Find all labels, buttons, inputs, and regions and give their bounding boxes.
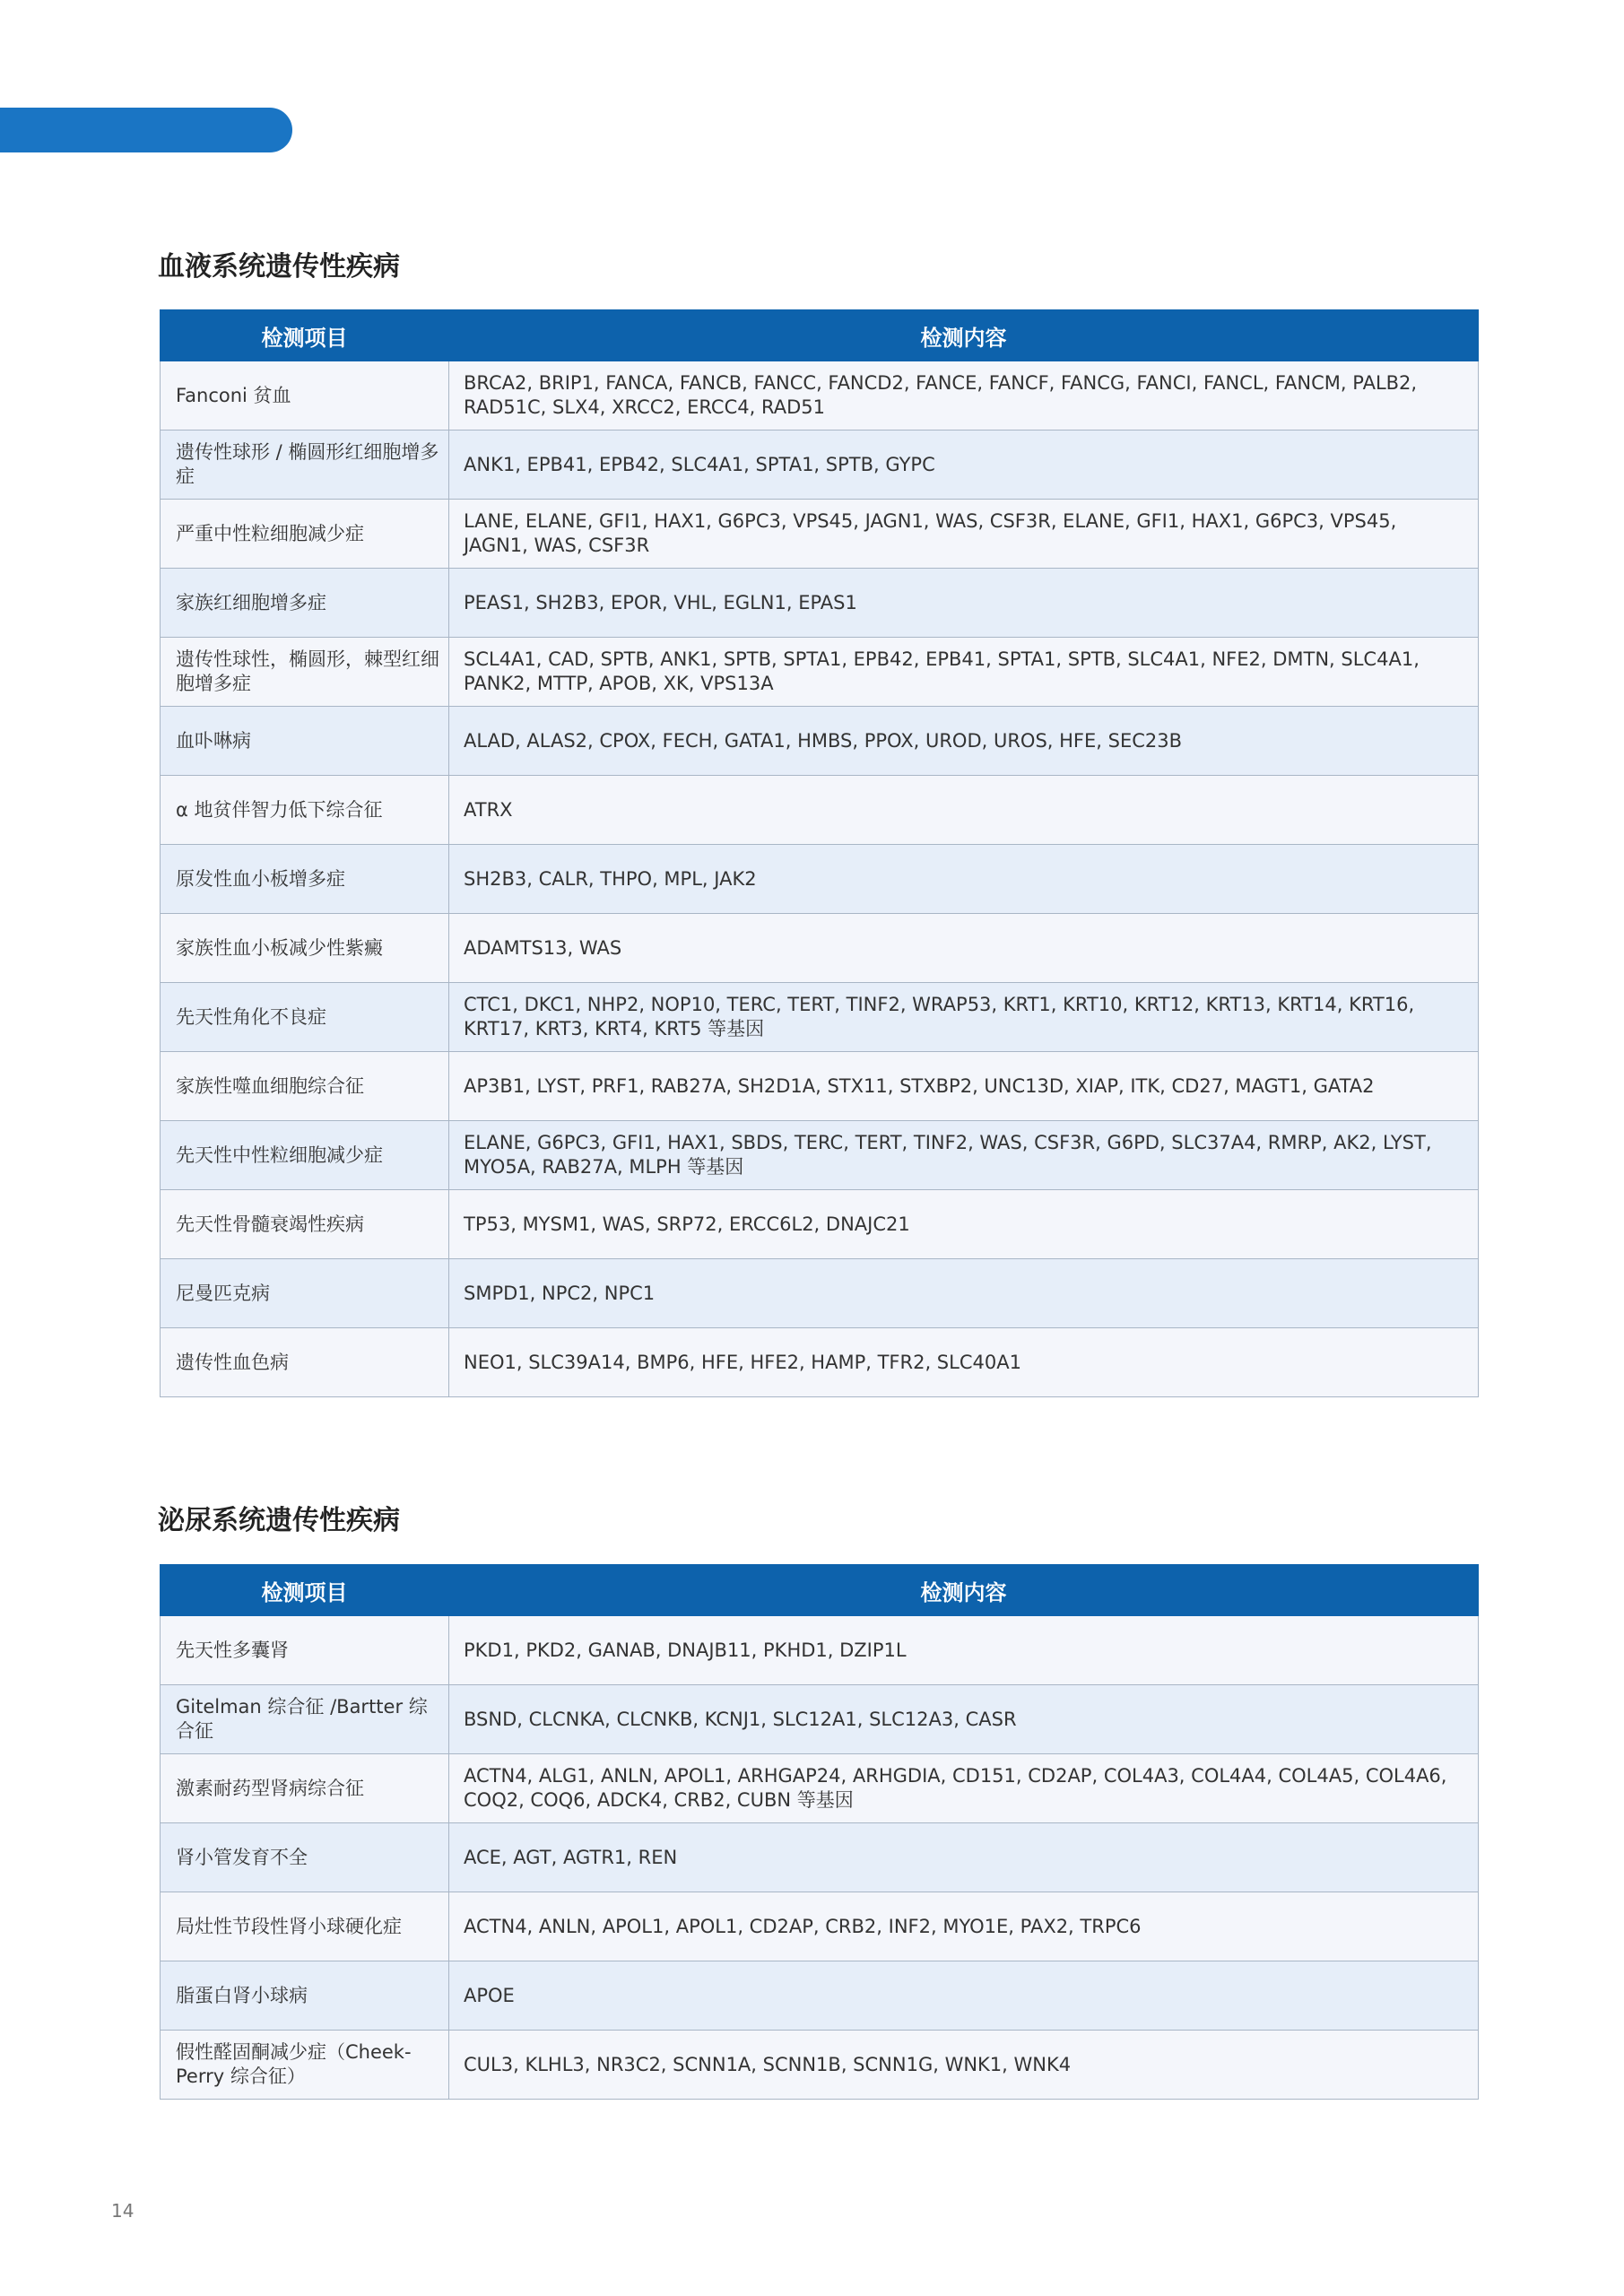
table-row xyxy=(161,1259,1479,1328)
cell-test-content: ATRX xyxy=(449,776,1479,845)
cell-test-content: ACE, AGT, AGTR1, REN xyxy=(449,1823,1479,1892)
table-row xyxy=(161,1823,1479,1892)
cell-test-item: 家族红细胞增多症 xyxy=(161,569,449,638)
cell-test-content: TP53, MYSM1, WAS, SRP72, ERCC6L2, DNAJC21 xyxy=(449,1190,1479,1259)
table-header-row xyxy=(161,1565,1479,1616)
table-row xyxy=(161,569,1479,638)
cell-test-item: 肾小管发育不全 xyxy=(161,1823,449,1892)
cell-test-item: Gitelman 综合征 /Bartter 综合征 xyxy=(161,1685,449,1754)
cell-test-item: 假性醛固酮减少症（Cheek-Perry 综合征） xyxy=(161,2031,449,2100)
table-row xyxy=(161,776,1479,845)
header-test-item: 检测项目 xyxy=(161,1565,449,1616)
cell-test-content: ELANE, G6PC3, GFI1, HAX1, SBDS, TERC, TERT, TINF2, WAS, CSF3R, G6PD, SLC37A4, RMRP, AK2, LYST, MYO5A, RAB27A, MLPH 等基因 xyxy=(449,1121,1479,1190)
cell-test-content: PEAS1, SH2B3, EPOR, VHL, EGLN1, EPAS1 xyxy=(449,569,1479,638)
cell-test-content: ADAMTS13, WAS xyxy=(449,914,1479,983)
table-row xyxy=(161,1892,1479,1961)
table-row xyxy=(161,638,1479,707)
cell-test-content: LANE, ELANE, GFI1, HAX1, G6PC3, VPS45, JAGN1, WAS, CSF3R, ELANE, GFI1, HAX1, G6PC3, VPS45, JAGN1, WAS, CSF3R xyxy=(449,500,1479,569)
table-row xyxy=(161,361,1479,430)
section-title-hematologic: 血液系统遗传性疾病 xyxy=(158,251,400,283)
cell-test-item: 脂蛋白肾小球病 xyxy=(161,1961,449,2031)
cell-test-item: 遗传性血色病 xyxy=(161,1328,449,1397)
cell-test-item: Fanconi 贫血 xyxy=(161,361,449,430)
section-title-urinary: 泌尿系统遗传性疾病 xyxy=(158,1505,400,1536)
table-row xyxy=(161,1190,1479,1259)
cell-test-content: ACTN4, ALG1, ANLN, APOL1, ARHGAP24, ARHGDIA, CD151, CD2AP, COL4A3, COL4A4, COL4A5, COL4A6, COQ2, COQ6, ADCK4, CRB2, CUBN 等基因 xyxy=(449,1754,1479,1823)
cell-test-content: APOE xyxy=(449,1961,1479,2031)
table-row xyxy=(161,1961,1479,2031)
cell-test-item: 遗传性球性，椭圆形，棘型红细胞增多症 xyxy=(161,638,449,707)
cell-test-content: BRCA2, BRIP1, FANCA, FANCB, FANCC, FANCD2, FANCE, FANCF, FANCG, FANCI, FANCL, FANCM, PALB2, RAD51C, SLX4, XRCC2, ERCC4, RAD51 xyxy=(449,361,1479,430)
cell-test-item: 先天性中性粒细胞减少症 xyxy=(161,1121,449,1190)
cell-test-content: SH2B3, CALR, THPO, MPL, JAK2 xyxy=(449,845,1479,914)
cell-test-content: ACTN4, ANLN, APOL1, APOL1, CD2AP, CRB2, INF2, MYO1E, PAX2, TRPC6 xyxy=(449,1892,1479,1961)
table-urinary xyxy=(160,1564,1478,2100)
table-row xyxy=(161,1328,1479,1397)
top-accent-bar xyxy=(0,108,292,152)
table-row xyxy=(161,983,1479,1052)
cell-test-item: 尼曼匹克病 xyxy=(161,1259,449,1328)
table-hematologic xyxy=(160,309,1478,1397)
cell-test-content: ALAD, ALAS2, CPOX, FECH, GATA1, HMBS, PPOX, UROD, UROS, HFE, SEC23B xyxy=(449,707,1479,776)
header-test-content: 检测内容 xyxy=(449,310,1479,361)
cell-test-content: PKD1, PKD2, GANAB, DNAJB11, PKHD1, DZIP1L xyxy=(449,1616,1479,1685)
cell-test-content: SCL4A1, CAD, SPTB, ANK1, SPTB, SPTA1, EPB42, EPB41, SPTA1, SPTB, SLC4A1, NFE2, DMTN, SLC4A1, PANK2, MTTP, APOB, XK, VPS13A xyxy=(449,638,1479,707)
cell-test-content: CTC1, DKC1, NHP2, NOP10, TERC, TERT, TINF2, WRAP53, KRT1, KRT10, KRT12, KRT13, KRT14, KRT16, KRT17, KRT3, KRT4, KRT5 等基因 xyxy=(449,983,1479,1052)
cell-test-content: BSND, CLCNKA, CLCNKB, KCNJ1, SLC12A1, SLC12A3, CASR xyxy=(449,1685,1479,1754)
table-row xyxy=(161,430,1479,500)
cell-test-item: 原发性血小板增多症 xyxy=(161,845,449,914)
cell-test-item: 激素耐药型肾病综合征 xyxy=(161,1754,449,1823)
cell-test-content: AP3B1, LYST, PRF1, RAB27A, SH2D1A, STX11, STXBP2, UNC13D, XIAP, ITK, CD27, MAGT1, GATA2 xyxy=(449,1052,1479,1121)
table-body xyxy=(161,361,1479,1397)
cell-test-item: 先天性角化不良症 xyxy=(161,983,449,1052)
table-row xyxy=(161,1685,1479,1754)
table-row xyxy=(161,2031,1479,2100)
cell-test-item: α 地贫伴智力低下综合征 xyxy=(161,776,449,845)
cell-test-item: 遗传性球形 / 椭圆形红细胞增多症 xyxy=(161,430,449,500)
header-test-content: 检测内容 xyxy=(449,1565,1479,1616)
cell-test-item: 家族性血小板减少性紫癜 xyxy=(161,914,449,983)
cell-test-content: CUL3, KLHL3, NR3C2, SCNN1A, SCNN1B, SCNN1G, WNK1, WNK4 xyxy=(449,2031,1479,2100)
cell-test-content: SMPD1, NPC2, NPC1 xyxy=(449,1259,1479,1328)
page-number: 14 xyxy=(111,2200,135,2222)
table-row xyxy=(161,707,1479,776)
table-row xyxy=(161,1121,1479,1190)
table-row xyxy=(161,1754,1479,1823)
header-test-item: 检测项目 xyxy=(161,310,449,361)
cell-test-item: 先天性多囊肾 xyxy=(161,1616,449,1685)
cell-test-item: 严重中性粒细胞减少症 xyxy=(161,500,449,569)
cell-test-content: ANK1, EPB41, EPB42, SLC4A1, SPTA1, SPTB, GYPC xyxy=(449,430,1479,500)
table-header-row xyxy=(161,310,1479,361)
cell-test-item: 先天性骨髓衰竭性疾病 xyxy=(161,1190,449,1259)
table-row xyxy=(161,845,1479,914)
cell-test-item: 家族性噬血细胞综合征 xyxy=(161,1052,449,1121)
table-row xyxy=(161,500,1479,569)
table-row xyxy=(161,1616,1479,1685)
cell-test-item: 局灶性节段性肾小球硬化症 xyxy=(161,1892,449,1961)
table-row xyxy=(161,914,1479,983)
cell-test-content: NEO1, SLC39A14, BMP6, HFE, HFE2, HAMP, TFR2, SLC40A1 xyxy=(449,1328,1479,1397)
table-body xyxy=(161,1616,1479,2100)
table-row xyxy=(161,1052,1479,1121)
cell-test-item: 血卟啉病 xyxy=(161,707,449,776)
